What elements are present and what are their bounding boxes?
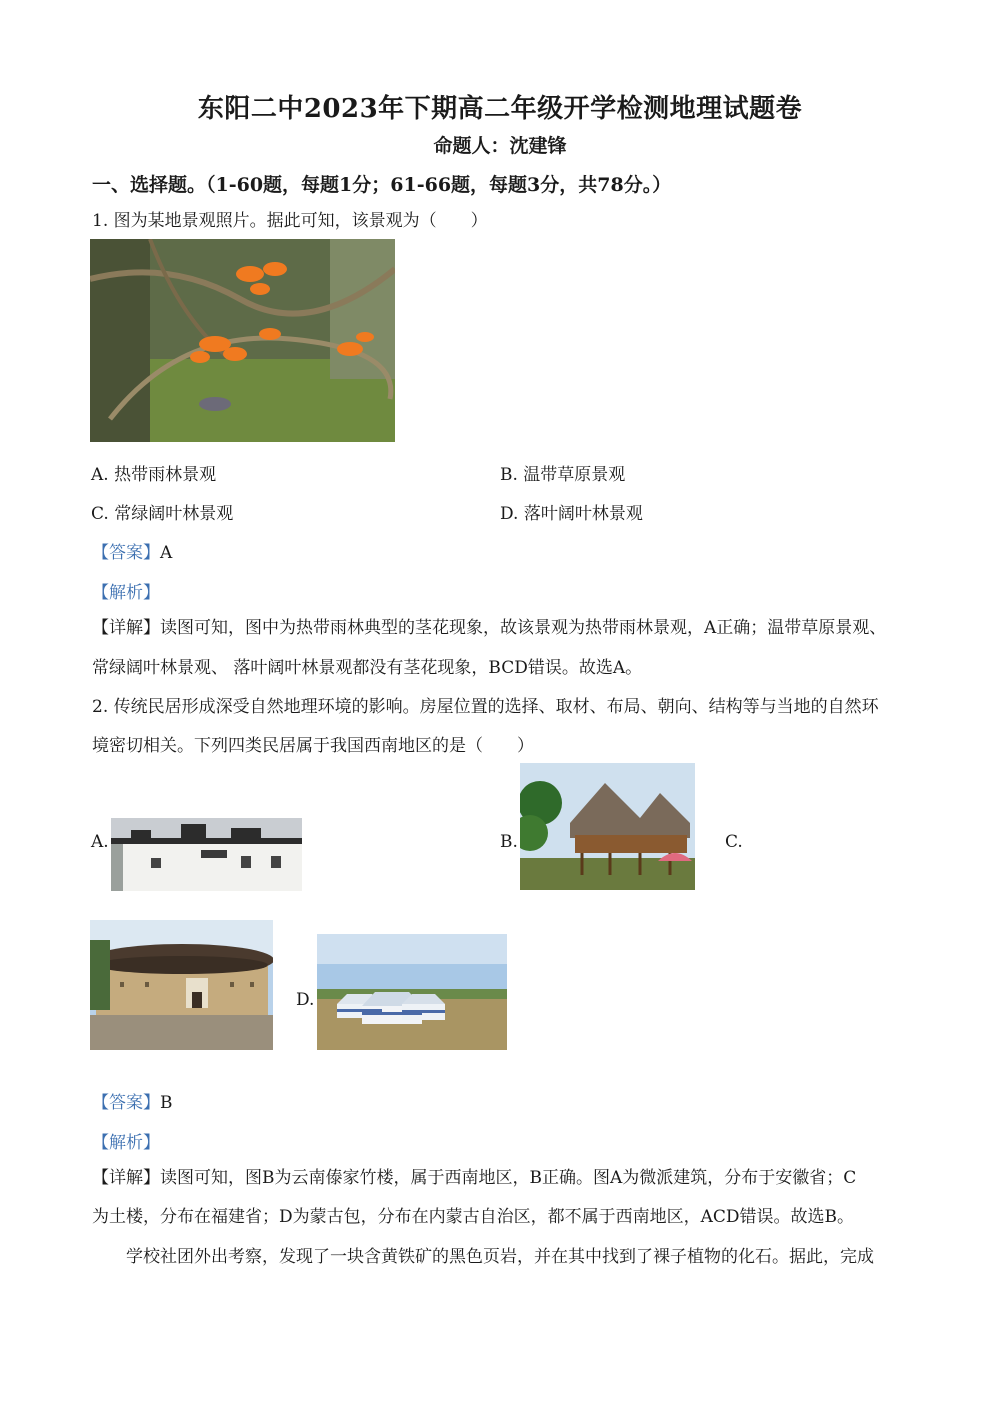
q2-detail-line2: 为土楼，分布在福建省；D为蒙古包，分布在内蒙古自治区，都不属于西南地区，ACD错误。故选B。 <box>92 1207 855 1227</box>
q1-detail-line1 <box>92 617 886 639</box>
q2-label-d: D. <box>296 990 315 1010</box>
section-heading: 一、选择题。（1-60题，每题1分；61-66题，每题3分，共78分。） <box>92 174 672 196</box>
q2-stem-line2: 境密切相关。下列四类民居属于我国西南地区的是（ ） <box>92 736 534 756</box>
q1-answer-tag: 【答案】 <box>92 543 160 563</box>
q2-label-b: B. <box>500 832 518 852</box>
q2-label-c: C. <box>725 832 743 852</box>
page-title: 东阳二中2023年下期高二年级开学检测地理试题卷 <box>197 94 803 124</box>
hui-style-house-photo <box>111 818 302 891</box>
dai-bamboo-house-photo <box>520 763 695 890</box>
q1-detail-line2: 常绿阔叶林景观、 落叶阔叶林景观都没有茎花现象，BCD错误。故选A。 <box>92 658 643 678</box>
q2-answer <box>92 1088 173 1113</box>
q1-option-d: D. 落叶阔叶林景观 <box>500 504 643 524</box>
q1-answer <box>92 538 172 563</box>
author-line: 命题人：沈建锋 <box>433 135 567 157</box>
passage-line1: 学校社团外出考察，发现了一块含黄铁矿的黑色页岩，并在其中找到了裸子植物的化石。据此，完成 <box>126 1247 874 1267</box>
q1-option-a: A. 热带雨林景观 <box>91 465 217 485</box>
q2-analysis-tag: 【解析】 <box>92 1133 160 1153</box>
q2-stem-line1: 2. 传统民居形成深受自然地理环境的影响。房屋位置的选择、取材、布局、朝向、结构等与当地的自然环 <box>92 697 879 717</box>
q1-option-b: B. 温带草原景观 <box>500 465 626 485</box>
q1-option-c: C. 常绿阔叶林景观 <box>91 504 234 524</box>
q2-answer-value: B <box>160 1093 173 1113</box>
q1-analysis-tag: 【解析】 <box>92 583 160 603</box>
q2-detail-line1 <box>92 1167 856 1189</box>
q1-answer-value: A <box>160 543 173 563</box>
q2-detail-text: 读图可知，图B为云南傣家竹楼，属于西南地区，B正确。图A为微派建筑，分布于安徽省；C <box>160 1168 857 1188</box>
q1-detail-tag: 【详解】 <box>92 618 160 638</box>
yurt-photo <box>317 934 507 1050</box>
flower-photo <box>90 239 395 442</box>
q2-detail-tag: 【详解】 <box>92 1168 160 1188</box>
tulou-photo <box>90 920 273 1050</box>
q1-stem: 1. 图为某地景观照片。据此可知，该景观为（ ） <box>92 211 488 231</box>
q2-label-a: A. <box>91 832 109 852</box>
q1-detail-text: 读图可知，图中为热带雨林典型的茎花现象，故该景观为热带雨林景观，A正确；温带草原景观、 <box>160 618 887 638</box>
q2-answer-tag: 【答案】 <box>92 1093 160 1113</box>
